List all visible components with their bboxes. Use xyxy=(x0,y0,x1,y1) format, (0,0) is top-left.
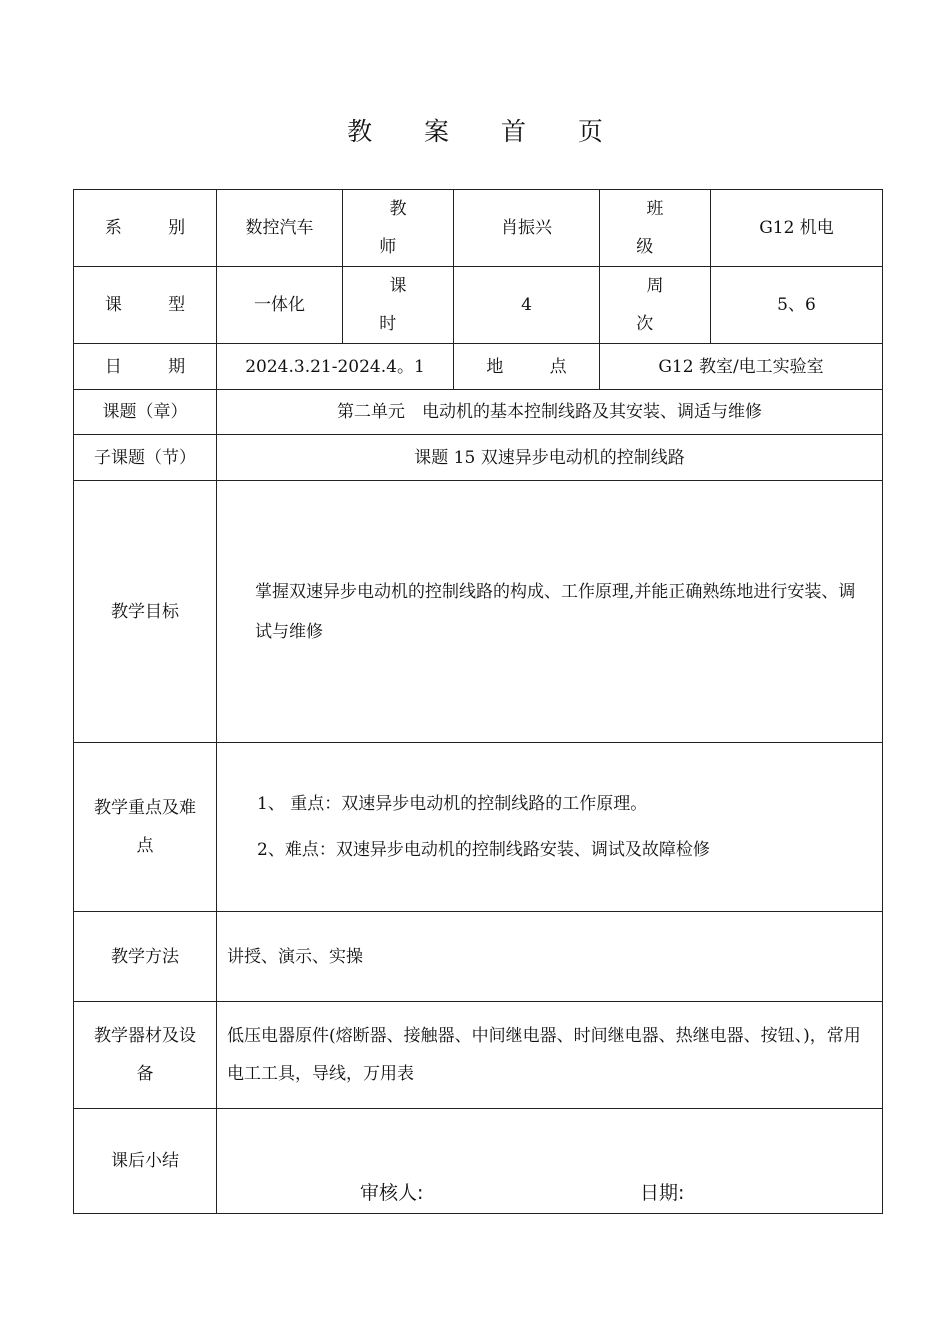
dept-label: 系 别 xyxy=(74,190,217,267)
page-title: 教 案 首 页 xyxy=(347,117,625,146)
lesson-plan-table xyxy=(73,189,883,1214)
subtopic-value: 课题 15 双速异步电动机的控制线路 xyxy=(217,435,883,481)
goal-label: 教学目标 xyxy=(74,481,217,743)
table-row xyxy=(74,390,883,435)
topic-label: 课题（章） xyxy=(74,390,217,435)
footer-date-label: 日期: xyxy=(640,1182,685,1204)
table-row xyxy=(74,435,883,481)
hours-value: 4 xyxy=(454,267,600,344)
keypoints-label: 教学重点及难点 xyxy=(74,743,217,912)
table-row xyxy=(74,481,883,743)
table-row xyxy=(74,1109,883,1214)
table-row xyxy=(74,190,883,267)
topic-value: 第二单元 电动机的基本控制线路及其安装、调适与维修 xyxy=(217,390,883,435)
method-value: 讲授、演示、实操 xyxy=(217,912,883,1002)
class-value: G12 机电 xyxy=(711,190,883,267)
hours-label: 课 时 xyxy=(343,267,454,344)
date-value: 2024.3.21-2024.4。1 xyxy=(217,344,454,390)
place-value: G12 教室/电工实验室 xyxy=(600,344,883,390)
table-row xyxy=(74,1002,883,1109)
class-label: 班 级 xyxy=(600,190,711,267)
type-value: 一体化 xyxy=(217,267,343,344)
goal-value: 掌握双速异步电动机的控制线路的构成、工作原理,并能正确熟练地进行安装、调试与维修 xyxy=(217,481,883,743)
type-label: 课 型 xyxy=(74,267,217,344)
keypoint-item-2: 2、难点：双速异步电动机的控制线路安装、调试及故障检修 xyxy=(257,840,710,860)
table-row xyxy=(74,344,883,390)
keypoint-item-1: 1、 重点：双速异步电动机的控制线路的工作原理。 xyxy=(257,794,648,814)
dept-value: 数控汽车 xyxy=(217,190,343,267)
keypoints-value xyxy=(217,743,883,912)
equipment-label: 教学器材及设备 xyxy=(74,1002,217,1109)
subtopic-label: 子课题（节） xyxy=(74,435,217,481)
equipment-value: 低压电器原件(熔断器、接触器、中间继电器、时间继电器、热继电器、按钮、)，常用电工工具，导线，万用表 xyxy=(217,1002,883,1109)
method-label: 教学方法 xyxy=(74,912,217,1002)
table-row xyxy=(74,267,883,344)
date-label: 日 期 xyxy=(74,344,217,390)
table-row xyxy=(74,912,883,1002)
teacher-value: 肖振兴 xyxy=(454,190,600,267)
place-label: 地 点 xyxy=(454,344,600,390)
reviewer-label: 审核人: xyxy=(360,1182,424,1204)
table-row xyxy=(74,743,883,912)
teacher-label: 教 师 xyxy=(343,190,454,267)
week-label: 周 次 xyxy=(600,267,711,344)
week-value: 5、6 xyxy=(711,267,883,344)
summary-label: 课后小结 xyxy=(74,1109,217,1214)
summary-value xyxy=(217,1109,883,1214)
